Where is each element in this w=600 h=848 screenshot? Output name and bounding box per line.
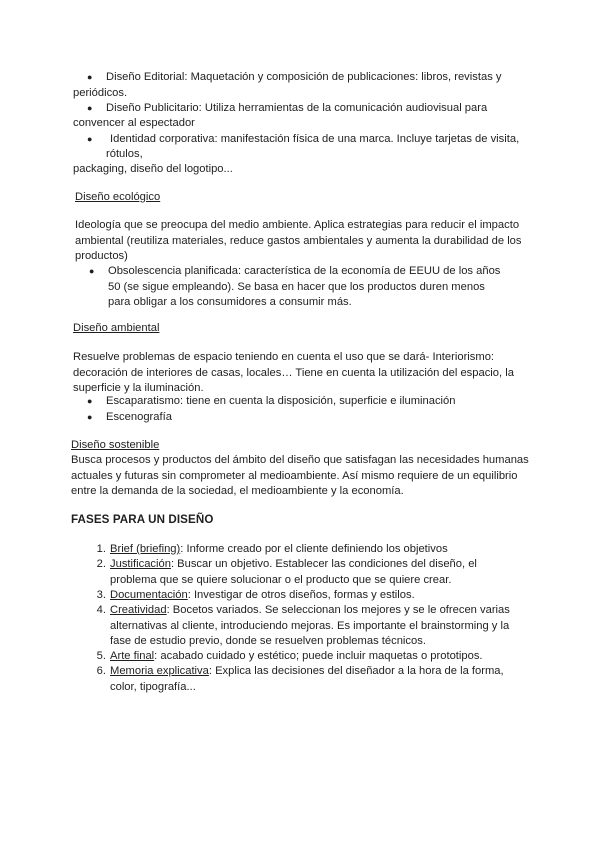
bullet-escenografia: Escenografía — [106, 411, 172, 423]
term-documentacion: Documentación — [110, 589, 188, 601]
bullet-dot: ● — [87, 396, 93, 406]
desc-justificacion: : Buscar un objetivo. Establecer las condiciones del diseño, el problema que se quiere solucionar o el producto que se quiere crear. — [110, 558, 477, 586]
desc-documentacion: : Investigar de otros diseños, formas y estilos. — [187, 589, 415, 601]
heading-ecologico: Diseño ecológico — [75, 191, 161, 203]
term-justificacion: Justificación — [110, 558, 171, 570]
paragraph-ambiental: Resuelve problemas de espacio teniendo en cuenta el uso que se dará- Interiorismo: decoración de interiores de casas, locales… Tiene en cuenta la utilización del espacio, la superficie y la iluminación. — [73, 351, 514, 394]
desc-memoria: : Explica las decisiones del diseñador a la hora de la forma, color, tipografía... — [110, 665, 504, 693]
desc-creatividad: : Bocetos variados. Se seleccionan los mejores y se le ofrecen varias alternativas al cliente, introduciendo mejoras. Es importante el brainstorming y la fase de estudio previo, donde se resuelven problemas técnicos. — [110, 604, 510, 647]
intro-tail: packaging, diseño del logotipo... — [73, 163, 233, 175]
desc-arte-final: : acabado cuidado y estético; puede incluir maquetas o prototipos. — [154, 650, 483, 662]
fase-item-memoria — [110, 664, 510, 695]
list-item-editorial-cont: periódicos. — [73, 87, 128, 99]
fase-item-justificacion — [110, 557, 510, 588]
list-number: 5. — [96, 650, 106, 662]
list-item-identidad-cont: rótulos, — [106, 148, 143, 160]
paragraph-sostenible: Busca procesos y productos del ámbito del diseño que satisfagan las necesidades humanas actuales y futuras sin comprometer al medioambiente. Así mismo requiere de un equilibrio entre la demanda de la sociedad, el medioambiente y la economía. — [71, 454, 529, 497]
bullet-escaparatismo: Escaparatismo: tiene en cuenta la disposición, superficie e iluminación — [106, 395, 456, 407]
list-item-identidad: Identidad corporativa: manifestación física de una marca. Incluye tarjetas de visita, — [110, 133, 520, 145]
bullet-dot: ● — [89, 266, 95, 276]
list-number: 4. — [96, 604, 106, 616]
bullet-dot: ● — [87, 103, 93, 113]
list-number: 2. — [96, 558, 106, 570]
desc-brief: : Informe creado por el cliente definiendo los objetivos — [180, 543, 448, 555]
term-arte-final: Arte final — [110, 650, 155, 662]
fase-item-arte-final — [110, 649, 510, 665]
heading-sostenible: Diseño sostenible — [71, 439, 160, 451]
list-item-publicitario-cont: convencer al espectador — [73, 117, 195, 129]
list-number: 6. — [96, 665, 106, 677]
fase-item-creatividad — [110, 603, 510, 650]
fase-item-brief — [110, 542, 510, 558]
section-title-fases: FASES PARA UN DISEÑO — [71, 513, 214, 526]
list-number: 1. — [96, 543, 106, 555]
list-item-publicitario: Diseño Publicitario: Utiliza herramientas de la comunicación audiovisual para — [106, 102, 488, 114]
term-brief: Brief (briefing) — [110, 543, 181, 555]
term-memoria: Memoria explicativa — [110, 665, 209, 677]
term-creatividad: Creatividad — [110, 604, 167, 616]
bullet-obsolescencia: Obsolescencia planificada: característica de la economía de EEUU de los años 50 (se sigue empleando). Se basa en hacer que los productos duren menos para obligar a los consumidores a consumir más. — [108, 265, 501, 308]
bullet-dot: ● — [87, 412, 93, 422]
paragraph-ecologico: Ideología que se preocupa del medio ambiente. Aplica estrategias para reducir el impacto ambiental (reutiliza materiales, reduce gastos ambientales y aumenta la durabilidad de los productos) — [75, 219, 522, 262]
list-item-editorial: Diseño Editorial: Maquetación y composición de publicaciones: libros, revistas y — [106, 71, 502, 83]
list-number: 3. — [96, 589, 106, 601]
bullet-dot: ● — [87, 72, 93, 82]
fase-item-documentacion — [110, 588, 510, 604]
heading-ambiental: Diseño ambiental — [73, 322, 160, 334]
bullet-dot: ● — [87, 134, 93, 144]
